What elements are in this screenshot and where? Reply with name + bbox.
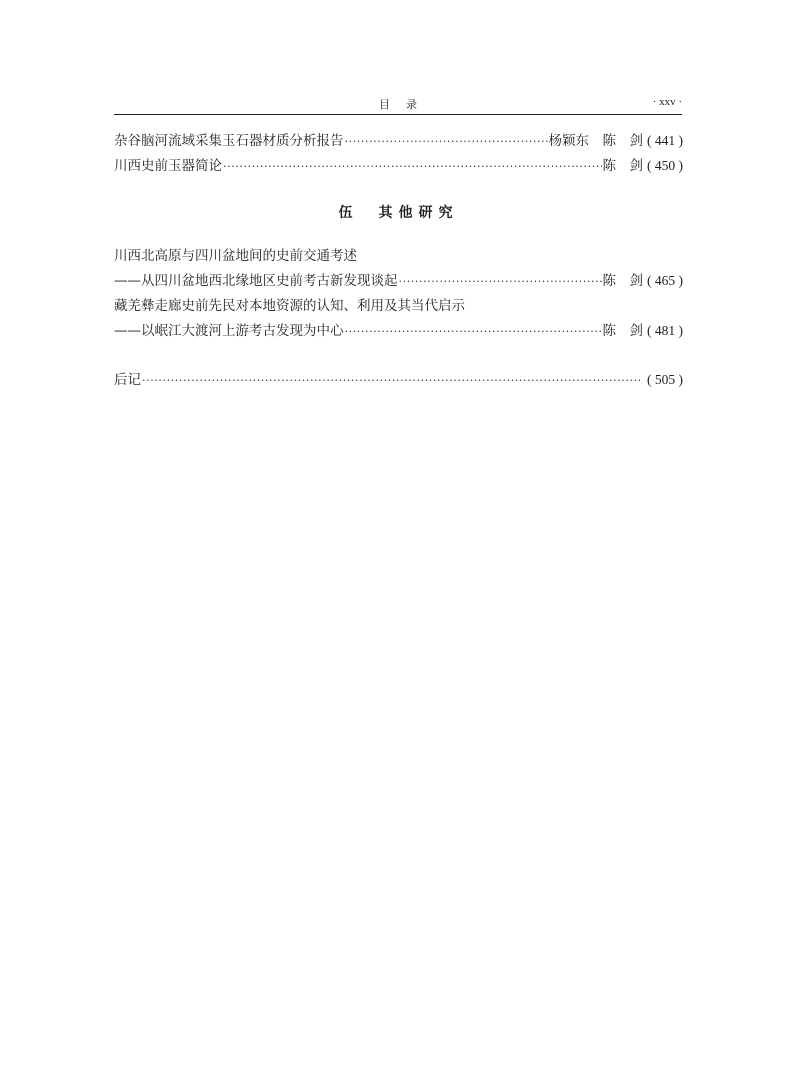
toc-entry-author: 陈 剑 (602, 323, 643, 339)
toc-entry-author: 陈 剑 (602, 158, 643, 174)
dot-leader (142, 371, 642, 390)
toc-entry-subtitle: ——以岷江大渡河上游考古发现为中心 (114, 323, 344, 339)
toc-entry-title: 杂谷脑河流域采集玉石器材质分析报告 (114, 133, 344, 149)
dot-leader (223, 157, 602, 176)
toc-entry-main-title[interactable]: 藏羌彝走廊史前先民对本地资源的认知、利用及其当代启示 (114, 298, 465, 314)
dot-leader (345, 132, 548, 151)
toc-entry-page: ( 505 ) (647, 372, 683, 387)
toc-entry-page: ( 441 ) (647, 133, 683, 148)
header-page-number: · xxv · (652, 96, 682, 108)
toc-entry-page: ( 481 ) (647, 323, 683, 338)
toc-entry-page: ( 450 ) (647, 158, 683, 173)
toc-entry-author: 杨颖东 陈 剑 (548, 133, 643, 149)
toc-entry-title: 川西史前玉器简论 (114, 158, 222, 174)
toc-entry-author: 陈 剑 (602, 273, 643, 289)
section-heading: 伍 其他研究 (338, 205, 459, 221)
dot-leader (345, 322, 602, 341)
toc-entry-main-title[interactable]: 川西北高原与四川盆地间的史前交通考述 (114, 248, 357, 264)
toc-entry[interactable] (114, 132, 683, 150)
toc-entry[interactable] (114, 157, 683, 175)
toc-entry-subtitle: ——从四川盆地西北缘地区史前考古新发现谈起 (114, 273, 398, 289)
dot-leader (399, 272, 602, 291)
toc-entry-page: ( 465 ) (647, 273, 683, 288)
header-title: 目录 (379, 98, 433, 111)
toc-entry-afterword[interactable] (114, 371, 683, 389)
toc-entry[interactable] (114, 322, 683, 340)
toc-entry[interactable] (114, 272, 683, 290)
running-header (114, 94, 682, 115)
toc-entry-title: 后记 (114, 372, 141, 388)
